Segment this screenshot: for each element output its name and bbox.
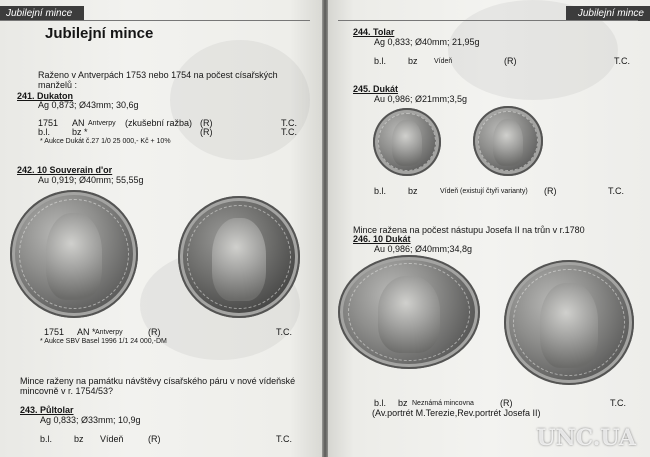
entry-245-heading: 245. Dukát <box>353 84 399 94</box>
entry-244-metal: Ag 0,833; Ø40mm; 21,95g <box>374 37 480 47</box>
entry-245-mint-place: Vídeň <box>440 188 459 195</box>
entry-241-auction: * Aukce Dukát č.27 1/0 25 000,- Kč + 10% <box>40 138 171 145</box>
coin-246-reverse <box>504 260 634 385</box>
entry-244-mint-place: Vídeň <box>434 58 453 65</box>
coin-246-obverse <box>338 255 480 369</box>
entry-244-rarity: (R) <box>504 56 517 66</box>
entry-241-bl: b.l. <box>38 127 51 137</box>
entry-242-auction: * Aukce SBV Basel 1996 1/1 24 000,-DM <box>40 338 167 345</box>
coin-portrait <box>46 213 102 300</box>
entry-242-rarity: (R) <box>148 327 161 337</box>
entry-241-note: (zkušební ražba) <box>125 118 193 128</box>
entry-244-bz: bz <box>408 56 418 66</box>
entry-242-price: T.C. <box>276 327 293 337</box>
entry-243-bl: b.l. <box>40 434 53 444</box>
running-head-left: Jubilejní mince <box>0 6 84 21</box>
entry-243-bz: bz <box>74 434 84 444</box>
entry-241-price-2: T.C. <box>281 127 298 137</box>
entry-241-price: T.C. <box>281 118 298 128</box>
entry-241-bz: bz * <box>72 127 88 137</box>
entry-246-metal: Au 0,986; Ø40mm;34,8g <box>374 244 473 254</box>
entry-241-mint-place: Antverpy <box>88 120 116 127</box>
left-page <box>0 0 322 457</box>
entry-246-bl: b.l. <box>374 398 387 408</box>
entry-246-heading: 246. 10 Dukát <box>353 234 411 244</box>
coin-242-reverse <box>178 196 300 318</box>
visit-line-1: Mince raženy na památku návštěvy císařského páru v nové vídeňské <box>20 376 296 386</box>
entry-241-mint: AN <box>72 118 85 128</box>
entry-246-note: (Av.portrét M.Terezie,Rev.portrét Josefa II) <box>372 408 541 418</box>
entry-242-heading: 242. 10 Souverain d'or <box>17 165 113 175</box>
running-head-right: Jubilejní mince <box>566 6 650 21</box>
entry-241-heading: 241. Dukaton <box>17 91 74 101</box>
entry-246-price: T.C. <box>610 398 627 408</box>
entry-243-mint-place: Vídeň <box>100 434 124 444</box>
coin-242-obverse <box>10 190 138 318</box>
entry-241-rarity-2: (R) <box>200 127 213 137</box>
coin-portrait <box>378 276 440 354</box>
entry-245-rarity: (R) <box>544 186 557 196</box>
entry-241-year: 1751 <box>38 118 59 128</box>
watermark-logo: UNC.UA <box>536 425 636 451</box>
header-rule-right <box>338 20 638 21</box>
entry-246-rarity: (R) <box>500 398 513 408</box>
entry-245-price: T.C. <box>608 186 625 196</box>
entry-243-price: T.C. <box>276 434 293 444</box>
coin-portrait <box>540 283 597 368</box>
header-rule-left <box>0 20 310 21</box>
entry-242-year: 1751 <box>44 327 65 337</box>
intro-line-2: manželů : <box>38 80 78 90</box>
entry-245-bl: b.l. <box>374 186 387 196</box>
intro-line-1: Raženo v Antverpách 1753 nebo 1754 na počest císařských <box>38 70 278 80</box>
entry-244-heading: 244. Tolar <box>353 27 395 37</box>
visit-line-2: mincovně v r. 1754/53? <box>20 386 114 396</box>
entry-245-metal: Au 0,986; Ø21mm;3,5g <box>374 94 468 104</box>
entry-243-metal: Ag 0,833; Ø33mm; 10,9g <box>40 415 141 425</box>
entry-241-rarity: (R) <box>200 118 213 128</box>
entry-241-metal: Ag 0,873; Ø43mm; 30,6g <box>38 100 139 110</box>
coin-245-obverse <box>373 108 441 176</box>
entry-243-heading: 243. Půltolar <box>20 405 74 415</box>
coin-245-reverse <box>473 106 543 176</box>
entry-242-mint: AN * <box>77 327 96 337</box>
entry-245-bz: bz <box>408 186 418 196</box>
right-page <box>328 0 650 457</box>
coin-portrait <box>212 218 266 301</box>
coin-portrait <box>493 119 524 167</box>
entry-242-metal: Au 0,919; Ø40mm; 55,55g <box>38 175 144 185</box>
entry-244-bl: b.l. <box>374 56 387 66</box>
joseph-line: Mince ražena na počest nástupu Josefa II na trůn v r.1780 <box>353 225 585 235</box>
entry-243-rarity: (R) <box>148 434 161 444</box>
entry-244-price: T.C. <box>614 56 631 66</box>
coin-portrait <box>392 120 422 166</box>
entry-246-mint-place: Neznámá mincovna <box>412 400 474 407</box>
entry-246-bz: bz <box>398 398 408 408</box>
entry-245-note: (existují čtyři varianty) <box>460 188 528 195</box>
entry-242-mint-place: Antverpy <box>95 329 123 336</box>
page-title: Jubilejní mince <box>45 25 154 42</box>
